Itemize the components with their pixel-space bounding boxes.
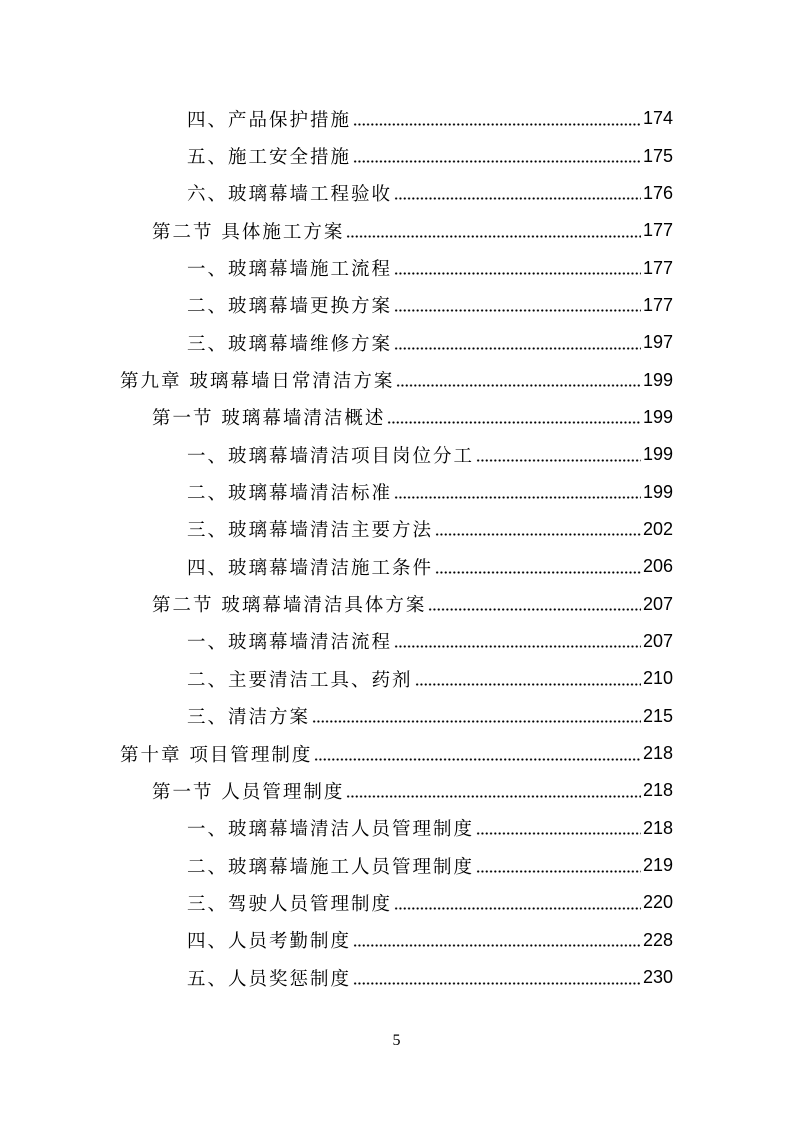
toc-entry-title: 一、玻璃幕墙清洁项目岗位分工 [187,445,475,467]
toc-entry-page: 218 [642,817,673,838]
toc-entry-page: 210 [642,668,673,689]
toc-entry-title: 三、玻璃幕墙维修方案 [187,333,393,355]
dot-leader [314,758,641,761]
toc-entry-title: 三、驾驶人员管理制度 [187,893,393,915]
toc-entry-page: 202 [642,518,673,539]
toc-entry-title: 五、人员奖惩制度 [187,968,352,990]
dot-leader [353,160,641,163]
toc-entry-item [0,287,673,324]
toc-entry-chapter [0,735,673,772]
toc-entry-title: 第十章 项目管理制度 [120,744,313,766]
dot-leader [435,571,641,574]
toc-entry-page: 215 [642,705,673,726]
toc-entry-page: 230 [642,967,673,988]
dot-leader [435,533,641,536]
toc-entry-page: 175 [642,145,673,166]
toc-entry-title: 四、人员考勤制度 [187,931,352,953]
toc-entry-item [0,249,673,286]
toc-entry-title: 二、玻璃幕墙施工人员管理制度 [187,856,475,878]
toc-entry-page: 207 [642,630,673,651]
toc-entry-page: 176 [642,182,673,203]
toc-entry-item [0,884,673,921]
dot-leader [394,309,641,312]
dot-leader [387,421,641,424]
dot-leader [394,272,641,275]
dot-leader [394,496,641,499]
dot-leader [394,907,641,910]
toc-entry-section [0,585,673,622]
toc-entry-page: 177 [642,257,673,278]
toc-entry-title: 六、玻璃幕墙工程验收 [187,184,393,206]
toc-entry-page: 174 [642,108,673,129]
toc-entry-title: 四、玻璃幕墙清洁施工条件 [187,557,434,579]
toc-entry-title: 第一节 玻璃幕墙清洁概述 [152,408,386,430]
toc-entry-chapter [0,361,673,398]
toc-entry-page: 207 [642,593,673,614]
dot-leader [353,944,641,947]
toc-entry-section [0,772,673,809]
dot-leader [394,645,641,648]
toc-entry-page: 218 [642,743,673,764]
toc-entry-title: 第一节 人员管理制度 [152,781,345,803]
toc-entry-title: 二、主要清洁工具、药剂 [187,669,413,691]
toc-entry-section [0,212,673,249]
dot-leader [346,235,641,238]
dot-leader [394,347,641,350]
table-of-contents [0,100,673,996]
toc-entry-item [0,548,673,585]
toc-entry-page: 199 [642,481,673,502]
toc-entry-item [0,623,673,660]
toc-entry-title: 五、施工安全措施 [187,147,352,169]
toc-entry-title: 一、玻璃幕墙清洁流程 [187,632,393,654]
dot-leader [312,720,641,723]
dot-leader [353,982,641,985]
toc-entry-page: 199 [642,444,673,465]
toc-entry-item [0,660,673,697]
toc-entry-page: 177 [642,294,673,315]
toc-entry-title: 三、清洁方案 [187,707,311,729]
toc-entry-title: 第九章 玻璃幕墙日常清洁方案 [120,371,395,393]
toc-entry-page: 218 [642,780,673,801]
toc-entry-page: 219 [642,855,673,876]
dot-leader [396,384,641,387]
toc-entry-page: 199 [642,369,673,390]
toc-entry-title: 一、玻璃幕墙施工流程 [187,259,393,281]
dot-leader [346,795,641,798]
dot-leader [428,608,641,611]
toc-entry-title: 三、玻璃幕墙清洁主要方法 [187,520,434,542]
dot-leader [415,683,641,686]
toc-entry-page: 206 [642,556,673,577]
toc-entry-page: 228 [642,929,673,950]
toc-entry-item [0,175,673,212]
toc-entry-item [0,959,673,996]
toc-entry-item [0,922,673,959]
toc-entry-title: 一、玻璃幕墙清洁人员管理制度 [187,819,475,841]
toc-entry-page: 197 [642,332,673,353]
toc-entry-item [0,137,673,174]
toc-entry-item [0,810,673,847]
toc-entry-title: 四、产品保护措施 [187,109,352,131]
dot-leader [476,870,641,873]
dot-leader [476,459,641,462]
toc-entry-title: 第二节 玻璃幕墙清洁具体方案 [152,595,427,617]
toc-entry-title: 二、玻璃幕墙清洁标准 [187,483,393,505]
toc-entry-page: 220 [642,892,673,913]
toc-entry-item [0,100,673,137]
toc-entry-item [0,698,673,735]
page-number: 5 [392,1032,401,1049]
toc-entry-item [0,436,673,473]
dot-leader [476,832,641,835]
toc-entry-section [0,399,673,436]
toc-entry-page: 177 [642,220,673,241]
toc-entry-item [0,324,673,361]
toc-entry-title: 二、玻璃幕墙更换方案 [187,296,393,318]
dot-leader [353,123,641,126]
toc-entry-item [0,511,673,548]
toc-entry-item [0,847,673,884]
dot-leader [394,197,641,200]
toc-entry-title: 第二节 具体施工方案 [152,221,345,243]
toc-entry-item [0,473,673,510]
toc-entry-page: 199 [642,406,673,427]
